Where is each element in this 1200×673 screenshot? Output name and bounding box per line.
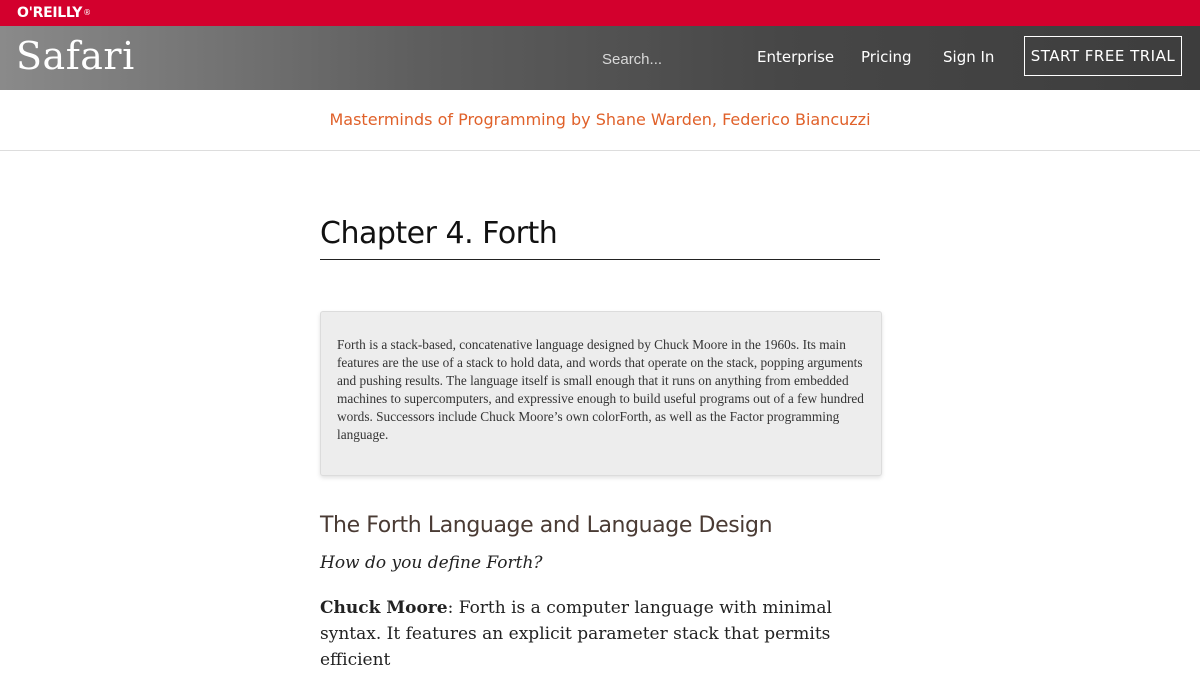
chapter-abstract-box: [320, 311, 882, 476]
nav-enterprise-link[interactable]: Enterprise: [757, 48, 835, 66]
book-title-link[interactable]: Masterminds of Programming by Shane Warden, Federico Biancuzzi: [329, 110, 871, 129]
interview-question: How do you define Forth?: [320, 553, 543, 573]
nav-pricing-link[interactable]: Pricing: [861, 48, 912, 66]
oreilly-brand-text: O'REILLY: [17, 5, 83, 21]
oreilly-top-bar: [0, 0, 1200, 26]
interview-answer: [320, 595, 880, 673]
search-input[interactable]: [590, 46, 742, 72]
nav-sign-in-link[interactable]: Sign In: [943, 48, 995, 66]
chapter-abstract-text: Forth is a stack-based, concatenative language designed by Chuck Moore in the 1960s. Its main features are the use of a stack to hold data, and words that operate on the stack, popping arguments and pushing results. The language itself is small enough that it runs on anything from embedded machines to supercomputers, and expressive enough to build useful programs out of a few hundred words. Successors include Chuck Moore’s own colorForth, as well as the Factor programming language.: [337, 337, 864, 442]
registered-mark: ®: [83, 8, 91, 17]
safari-logo[interactable]: Safari: [16, 34, 135, 78]
safari-header: [0, 26, 1200, 90]
answer-text: : Forth is a computer language with minimal syntax. It features an explicit parameter stack that permits efficient: [320, 598, 832, 670]
chapter-title: Chapter 4. Forth: [320, 216, 558, 251]
chapter-title-rule: [320, 259, 880, 260]
answer-speaker: Chuck Moore: [320, 598, 448, 618]
section-heading: The Forth Language and Language Design: [320, 513, 773, 538]
oreilly-logo[interactable]: [17, 5, 91, 21]
start-free-trial-button[interactable]: START FREE TRIAL: [1024, 36, 1182, 76]
book-title-bar: [0, 90, 1200, 151]
